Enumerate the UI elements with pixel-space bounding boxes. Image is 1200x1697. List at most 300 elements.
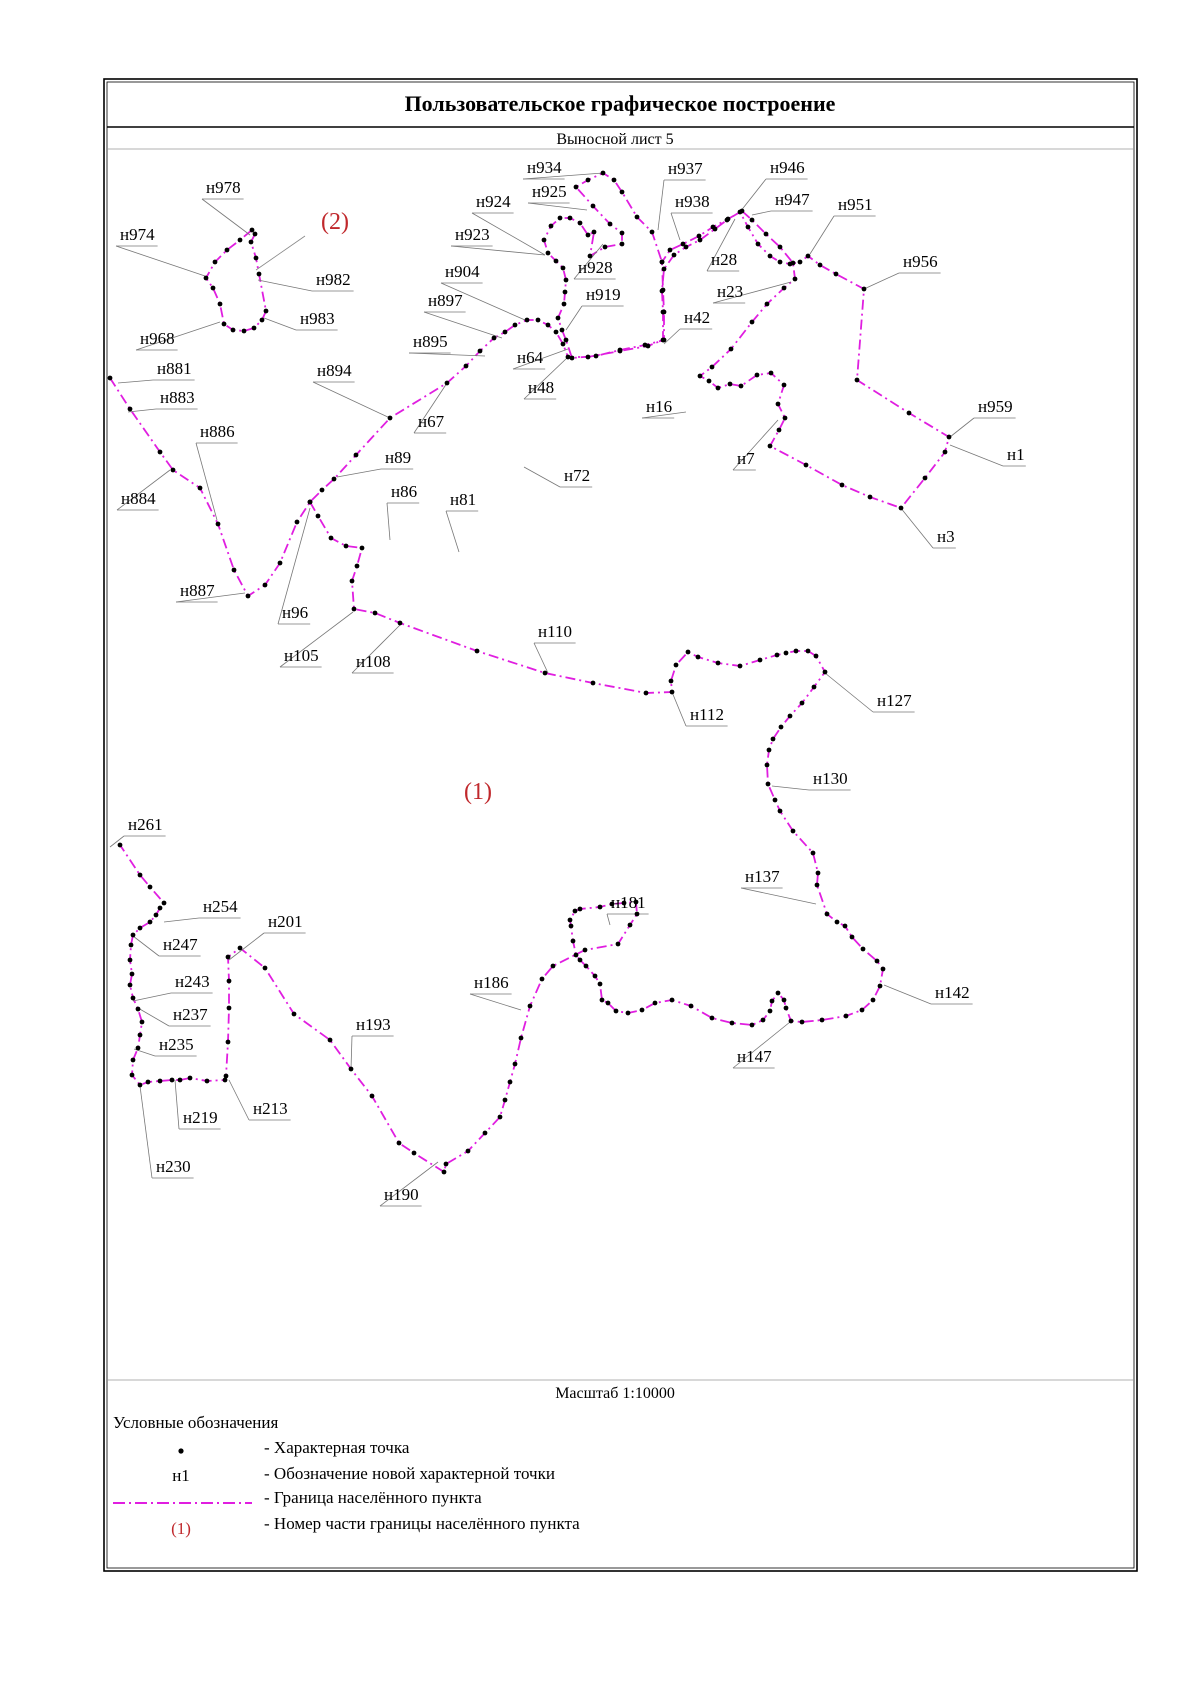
characteristic-point bbox=[812, 685, 817, 690]
characteristic-point bbox=[612, 178, 617, 183]
characteristic-point bbox=[823, 670, 828, 675]
point-label-н81: н81 bbox=[450, 490, 477, 509]
characteristic-point bbox=[862, 287, 867, 292]
characteristic-point bbox=[574, 953, 579, 958]
characteristic-point bbox=[750, 218, 755, 223]
point-label-н956: н956 bbox=[903, 252, 938, 271]
characteristic-point bbox=[784, 1006, 789, 1011]
characteristic-point bbox=[662, 338, 667, 343]
characteristic-point bbox=[871, 998, 876, 1003]
label-leader-lines bbox=[110, 173, 1026, 1206]
characteristic-point bbox=[815, 883, 820, 888]
characteristic-point bbox=[227, 979, 232, 984]
characteristic-point bbox=[560, 328, 565, 333]
characteristic-point bbox=[148, 920, 153, 925]
characteristic-point bbox=[131, 996, 136, 1001]
point-label-н883: н883 bbox=[160, 388, 195, 407]
point-label-н247: н247 bbox=[163, 935, 198, 954]
characteristic-point bbox=[592, 230, 597, 235]
part-number-2: (2) bbox=[321, 209, 349, 235]
characteristic-point bbox=[568, 918, 573, 923]
characteristic-point bbox=[128, 958, 133, 963]
characteristic-point bbox=[746, 225, 751, 230]
characteristic-point bbox=[750, 1023, 755, 1028]
characteristic-point bbox=[771, 737, 776, 742]
characteristic-point bbox=[224, 1074, 229, 1079]
characteristic-point bbox=[223, 1078, 228, 1083]
characteristic-point bbox=[594, 354, 599, 359]
point-label-н895: н895 bbox=[413, 332, 448, 351]
characteristic-point bbox=[573, 909, 578, 914]
characteristic-point bbox=[131, 1058, 136, 1063]
point-label-н219: н219 bbox=[183, 1108, 218, 1127]
scale-label: Масштаб 1:10000 bbox=[555, 1385, 675, 1402]
point-label-н186: н186 bbox=[474, 973, 509, 992]
characteristic-point bbox=[198, 486, 203, 491]
characteristic-point bbox=[536, 318, 541, 323]
characteristic-point bbox=[442, 1170, 447, 1175]
characteristic-point bbox=[761, 1018, 766, 1023]
characteristic-point bbox=[756, 242, 761, 247]
point-label-н137: н137 bbox=[745, 867, 780, 886]
characteristic-point bbox=[231, 328, 236, 333]
point-label-н3: н3 bbox=[937, 527, 955, 546]
characteristic-point bbox=[571, 939, 576, 944]
characteristic-point bbox=[242, 329, 247, 334]
characteristic-point bbox=[578, 907, 583, 912]
characteristic-points bbox=[108, 171, 952, 1175]
characteristic-point bbox=[475, 649, 480, 654]
characteristic-point bbox=[643, 343, 648, 348]
characteristic-point bbox=[292, 1012, 297, 1017]
characteristic-point bbox=[793, 277, 798, 282]
characteristic-point bbox=[388, 416, 393, 421]
point-label-н201: н201 bbox=[268, 912, 303, 931]
point-label-н894: н894 bbox=[317, 361, 352, 380]
characteristic-point bbox=[782, 383, 787, 388]
characteristic-point bbox=[332, 477, 337, 482]
legend-part-label: - Номер части границы населённого пункта bbox=[264, 1514, 580, 1533]
legend-title: Условные обозначения bbox=[113, 1413, 279, 1432]
legend-boundary-label: - Граница населённого пункта bbox=[264, 1488, 482, 1507]
characteristic-point bbox=[569, 924, 574, 929]
characteristic-point bbox=[218, 302, 223, 307]
point-label-н42: н42 bbox=[684, 308, 711, 327]
point-label-н881: н881 bbox=[157, 359, 192, 378]
characteristic-point bbox=[767, 748, 772, 753]
characteristic-point bbox=[766, 782, 771, 787]
characteristic-point bbox=[250, 228, 255, 233]
characteristic-point bbox=[503, 330, 508, 335]
point-label-н983: н983 bbox=[300, 309, 335, 328]
characteristic-point bbox=[800, 701, 805, 706]
point-label-н978: н978 bbox=[206, 178, 241, 197]
characteristic-point bbox=[768, 444, 773, 449]
legend-point-label: - Характерная точка bbox=[264, 1438, 410, 1457]
characteristic-point bbox=[546, 251, 551, 256]
characteristic-point bbox=[707, 379, 712, 384]
characteristic-point bbox=[213, 260, 218, 265]
characteristic-point bbox=[726, 217, 731, 222]
characteristic-point bbox=[525, 318, 530, 323]
characteristic-point bbox=[758, 658, 763, 663]
characteristic-point bbox=[640, 1008, 645, 1013]
point-labels bbox=[120, 158, 1025, 1204]
characteristic-point bbox=[128, 407, 133, 412]
characteristic-point bbox=[681, 242, 686, 247]
characteristic-point bbox=[710, 365, 715, 370]
point-label-н887: н887 bbox=[180, 581, 215, 600]
characteristic-point bbox=[257, 272, 262, 277]
characteristic-point bbox=[875, 959, 880, 964]
point-label-н105: н105 bbox=[284, 646, 319, 665]
characteristic-point bbox=[478, 349, 483, 354]
point-label-н897: н897 bbox=[428, 291, 463, 310]
characteristic-point bbox=[620, 242, 625, 247]
characteristic-point bbox=[768, 254, 773, 259]
characteristic-point bbox=[696, 655, 701, 660]
point-label-н951: н951 bbox=[838, 195, 873, 214]
characteristic-point bbox=[716, 661, 721, 666]
characteristic-point bbox=[593, 974, 598, 979]
characteristic-point bbox=[170, 1078, 175, 1083]
characteristic-point bbox=[755, 373, 760, 378]
characteristic-point bbox=[855, 378, 860, 383]
characteristic-point bbox=[662, 310, 667, 315]
point-label-н243: н243 bbox=[175, 972, 210, 991]
characteristic-point bbox=[907, 411, 912, 416]
characteristic-point bbox=[668, 248, 673, 253]
point-label-н7: н7 bbox=[737, 449, 755, 468]
boundary-part-1-south bbox=[120, 502, 883, 1172]
point-label-н112: н112 bbox=[690, 705, 724, 724]
characteristic-point bbox=[503, 1098, 508, 1103]
characteristic-point bbox=[138, 873, 143, 878]
characteristic-point bbox=[444, 1162, 449, 1167]
characteristic-point bbox=[129, 943, 134, 948]
characteristic-point bbox=[513, 323, 518, 328]
characteristic-point bbox=[320, 488, 325, 493]
characteristic-point bbox=[776, 991, 781, 996]
characteristic-point bbox=[739, 384, 744, 389]
characteristic-point bbox=[878, 984, 883, 989]
characteristic-point bbox=[586, 355, 591, 360]
characteristic-point bbox=[162, 901, 167, 906]
characteristic-point bbox=[586, 233, 591, 238]
characteristic-point bbox=[881, 967, 886, 972]
point-label-н1: н1 bbox=[1007, 445, 1025, 464]
point-label-н89: н89 bbox=[385, 448, 412, 467]
characteristic-point bbox=[108, 376, 113, 381]
point-label-н127: н127 bbox=[877, 691, 912, 710]
point-label-н934: н934 bbox=[527, 158, 562, 177]
point-label-н919: н919 bbox=[586, 285, 621, 304]
point-label-н213: н213 bbox=[253, 1099, 288, 1118]
characteristic-point bbox=[246, 594, 251, 599]
characteristic-point bbox=[835, 920, 840, 925]
point-label-н16: н16 bbox=[646, 397, 673, 416]
characteristic-point bbox=[778, 260, 783, 265]
characteristic-point bbox=[606, 1001, 611, 1006]
characteristic-point bbox=[820, 1018, 825, 1023]
characteristic-point bbox=[782, 286, 787, 291]
characteristic-point bbox=[568, 216, 573, 221]
characteristic-point bbox=[350, 579, 355, 584]
characteristic-point bbox=[136, 1046, 141, 1051]
characteristic-point bbox=[765, 302, 770, 307]
characteristic-point bbox=[669, 679, 674, 684]
characteristic-point bbox=[226, 955, 231, 960]
characteristic-point bbox=[295, 520, 300, 525]
point-label-н193: н193 bbox=[356, 1015, 391, 1034]
characteristic-point bbox=[791, 261, 796, 266]
characteristic-point bbox=[138, 1033, 143, 1038]
characteristic-point bbox=[769, 371, 774, 376]
characteristic-point bbox=[238, 946, 243, 951]
characteristic-point bbox=[784, 651, 789, 656]
characteristic-point bbox=[729, 347, 734, 352]
characteristic-point bbox=[601, 171, 606, 176]
characteristic-point bbox=[225, 248, 230, 253]
characteristic-point bbox=[584, 964, 589, 969]
characteristic-point bbox=[140, 1020, 145, 1025]
characteristic-point bbox=[783, 416, 788, 421]
characteristic-point bbox=[574, 185, 579, 190]
characteristic-point bbox=[620, 190, 625, 195]
characteristic-point bbox=[556, 316, 561, 321]
point-label-н130: н130 bbox=[813, 769, 848, 788]
characteristic-point bbox=[216, 522, 221, 527]
characteristic-point bbox=[578, 958, 583, 963]
characteristic-point bbox=[591, 204, 596, 209]
point-label-н938: н938 bbox=[675, 192, 710, 211]
characteristic-point bbox=[618, 348, 623, 353]
legend-new-point-label: - Обозначение новой характерной точки bbox=[264, 1464, 555, 1483]
point-label-н982: н982 bbox=[316, 270, 351, 289]
characteristic-point bbox=[562, 302, 567, 307]
point-label-н147: н147 bbox=[737, 1047, 772, 1066]
characteristic-point bbox=[204, 276, 209, 281]
characteristic-point bbox=[549, 224, 554, 229]
characteristic-point bbox=[263, 583, 268, 588]
characteristic-point bbox=[561, 342, 566, 347]
characteristic-point bbox=[653, 1001, 658, 1006]
characteristic-point bbox=[254, 256, 259, 261]
characteristic-point bbox=[600, 998, 605, 1003]
characteristic-point bbox=[598, 905, 603, 910]
characteristic-point bbox=[542, 238, 547, 243]
characteristic-point bbox=[148, 885, 153, 890]
point-label-н181: н181 bbox=[611, 893, 646, 912]
characteristic-point bbox=[626, 1011, 631, 1016]
characteristic-point bbox=[806, 254, 811, 259]
characteristic-point bbox=[635, 912, 640, 917]
point-label-н72: н72 bbox=[564, 466, 591, 485]
characteristic-point bbox=[711, 225, 716, 230]
characteristic-point bbox=[227, 1006, 232, 1011]
characteristic-point bbox=[730, 1021, 735, 1026]
point-label-н23: н23 bbox=[717, 282, 744, 301]
characteristic-point bbox=[570, 356, 575, 361]
legend bbox=[113, 1413, 580, 1538]
characteristic-point bbox=[728, 382, 733, 387]
characteristic-point bbox=[519, 1036, 524, 1041]
characteristic-point bbox=[818, 263, 823, 268]
characteristic-point bbox=[344, 544, 349, 549]
characteristic-point bbox=[360, 546, 365, 551]
legend-part-symbol: (1) bbox=[171, 1519, 191, 1538]
boundary-part-2 bbox=[206, 230, 266, 331]
characteristic-point bbox=[397, 1141, 402, 1146]
characteristic-point bbox=[226, 1040, 231, 1045]
characteristic-point bbox=[158, 1079, 163, 1084]
characteristic-point bbox=[620, 231, 625, 236]
characteristic-point bbox=[128, 983, 133, 988]
characteristic-point bbox=[843, 924, 848, 929]
characteristic-point bbox=[349, 1067, 354, 1072]
characteristic-point bbox=[238, 238, 243, 243]
characteristic-point bbox=[750, 320, 755, 325]
characteristic-point bbox=[834, 272, 839, 277]
characteristic-point bbox=[543, 671, 548, 676]
characteristic-point bbox=[603, 245, 608, 250]
characteristic-point bbox=[586, 178, 591, 183]
characteristic-point bbox=[778, 809, 783, 814]
characteristic-point bbox=[789, 1019, 794, 1024]
characteristic-point bbox=[806, 649, 811, 654]
characteristic-point bbox=[674, 663, 679, 668]
point-label-н884: н884 bbox=[121, 489, 156, 508]
characteristic-point bbox=[583, 948, 588, 953]
point-label-н924: н924 bbox=[476, 192, 511, 211]
characteristic-point bbox=[776, 402, 781, 407]
point-label-н947: н947 bbox=[775, 190, 810, 209]
characteristic-point bbox=[660, 260, 665, 265]
characteristic-point bbox=[686, 650, 691, 655]
point-label-н254: н254 bbox=[203, 897, 238, 916]
characteristic-point bbox=[130, 1073, 135, 1078]
point-label-н886: н886 bbox=[200, 422, 235, 441]
characteristic-point bbox=[782, 998, 787, 1003]
characteristic-point bbox=[798, 260, 803, 265]
characteristic-point bbox=[777, 428, 782, 433]
characteristic-point bbox=[650, 230, 655, 235]
characteristic-point bbox=[868, 495, 873, 500]
characteristic-point bbox=[770, 999, 775, 1004]
characteristic-point bbox=[662, 267, 667, 272]
characteristic-point bbox=[923, 476, 928, 481]
characteristic-point bbox=[697, 234, 702, 239]
characteristic-point bbox=[800, 1020, 805, 1025]
characteristic-point bbox=[328, 1038, 333, 1043]
characteristic-point bbox=[558, 216, 563, 221]
characteristic-point bbox=[483, 1131, 488, 1136]
characteristic-point bbox=[528, 1004, 533, 1009]
characteristic-point bbox=[591, 681, 596, 686]
point-label-н959: н959 bbox=[978, 397, 1013, 416]
characteristic-point bbox=[466, 1149, 471, 1154]
characteristic-point bbox=[464, 364, 469, 369]
characteristic-point bbox=[316, 514, 321, 519]
characteristic-point bbox=[329, 536, 334, 541]
characteristic-point bbox=[689, 1004, 694, 1009]
characteristic-point bbox=[232, 568, 237, 573]
characteristic-point bbox=[778, 245, 783, 250]
point-label-н235: н235 bbox=[159, 1035, 194, 1054]
characteristic-point bbox=[136, 1007, 141, 1012]
point-label-н67: н67 bbox=[418, 412, 445, 431]
characteristic-point bbox=[816, 871, 821, 876]
point-label-н923: н923 bbox=[455, 225, 490, 244]
characteristic-point bbox=[158, 450, 163, 455]
characteristic-point bbox=[178, 1078, 183, 1083]
characteristic-point bbox=[698, 374, 703, 379]
characteristic-point bbox=[773, 798, 778, 803]
characteristic-point bbox=[578, 221, 583, 226]
characteristic-point bbox=[278, 561, 283, 566]
characteristic-point bbox=[211, 286, 216, 291]
characteristic-point bbox=[616, 942, 621, 947]
point-label-н86: н86 bbox=[391, 482, 418, 501]
characteristic-point bbox=[698, 238, 703, 243]
characteristic-point bbox=[791, 829, 796, 834]
characteristic-point bbox=[355, 564, 360, 569]
characteristic-point bbox=[861, 947, 866, 952]
characteristic-point bbox=[765, 763, 770, 768]
characteristic-point bbox=[222, 322, 227, 327]
point-label-н108: н108 bbox=[356, 652, 391, 671]
characteristic-point bbox=[546, 323, 551, 328]
characteristic-point bbox=[635, 215, 640, 220]
characteristic-point bbox=[860, 1008, 865, 1013]
characteristic-point bbox=[804, 463, 809, 468]
characteristic-point bbox=[740, 209, 745, 214]
characteristic-point bbox=[253, 232, 258, 237]
characteristic-point bbox=[354, 453, 359, 458]
characteristic-point bbox=[252, 326, 257, 331]
legend-point-symbol bbox=[178, 1448, 183, 1453]
characteristic-point bbox=[154, 913, 159, 918]
point-label-н64: н64 bbox=[517, 348, 544, 367]
characteristic-point bbox=[131, 933, 136, 938]
point-label-н925: н925 bbox=[532, 182, 567, 201]
characteristic-point bbox=[563, 290, 568, 295]
point-label-н142: н142 bbox=[935, 983, 970, 1002]
characteristic-point bbox=[146, 1080, 151, 1085]
characteristic-point bbox=[171, 468, 176, 473]
characteristic-point bbox=[158, 906, 163, 911]
characteristic-point bbox=[899, 506, 904, 511]
characteristic-point bbox=[554, 330, 559, 335]
characteristic-point bbox=[764, 232, 769, 237]
characteristic-point bbox=[814, 654, 819, 659]
characteristic-point bbox=[628, 923, 633, 928]
sheet-label: Выносной лист 5 bbox=[556, 131, 674, 148]
characteristic-point bbox=[608, 222, 613, 227]
point-label-н48: н48 bbox=[528, 378, 555, 397]
characteristic-point bbox=[398, 621, 403, 626]
characteristic-point bbox=[498, 1115, 503, 1120]
characteristic-point bbox=[710, 1016, 715, 1021]
characteristic-point bbox=[492, 336, 497, 341]
characteristic-point bbox=[670, 998, 675, 1003]
characteristic-point bbox=[716, 386, 721, 391]
characteristic-point bbox=[564, 278, 569, 283]
point-label-н904: н904 bbox=[445, 262, 480, 281]
characteristic-point bbox=[130, 972, 135, 977]
characteristic-point bbox=[412, 1151, 417, 1156]
characteristic-point bbox=[644, 691, 649, 696]
